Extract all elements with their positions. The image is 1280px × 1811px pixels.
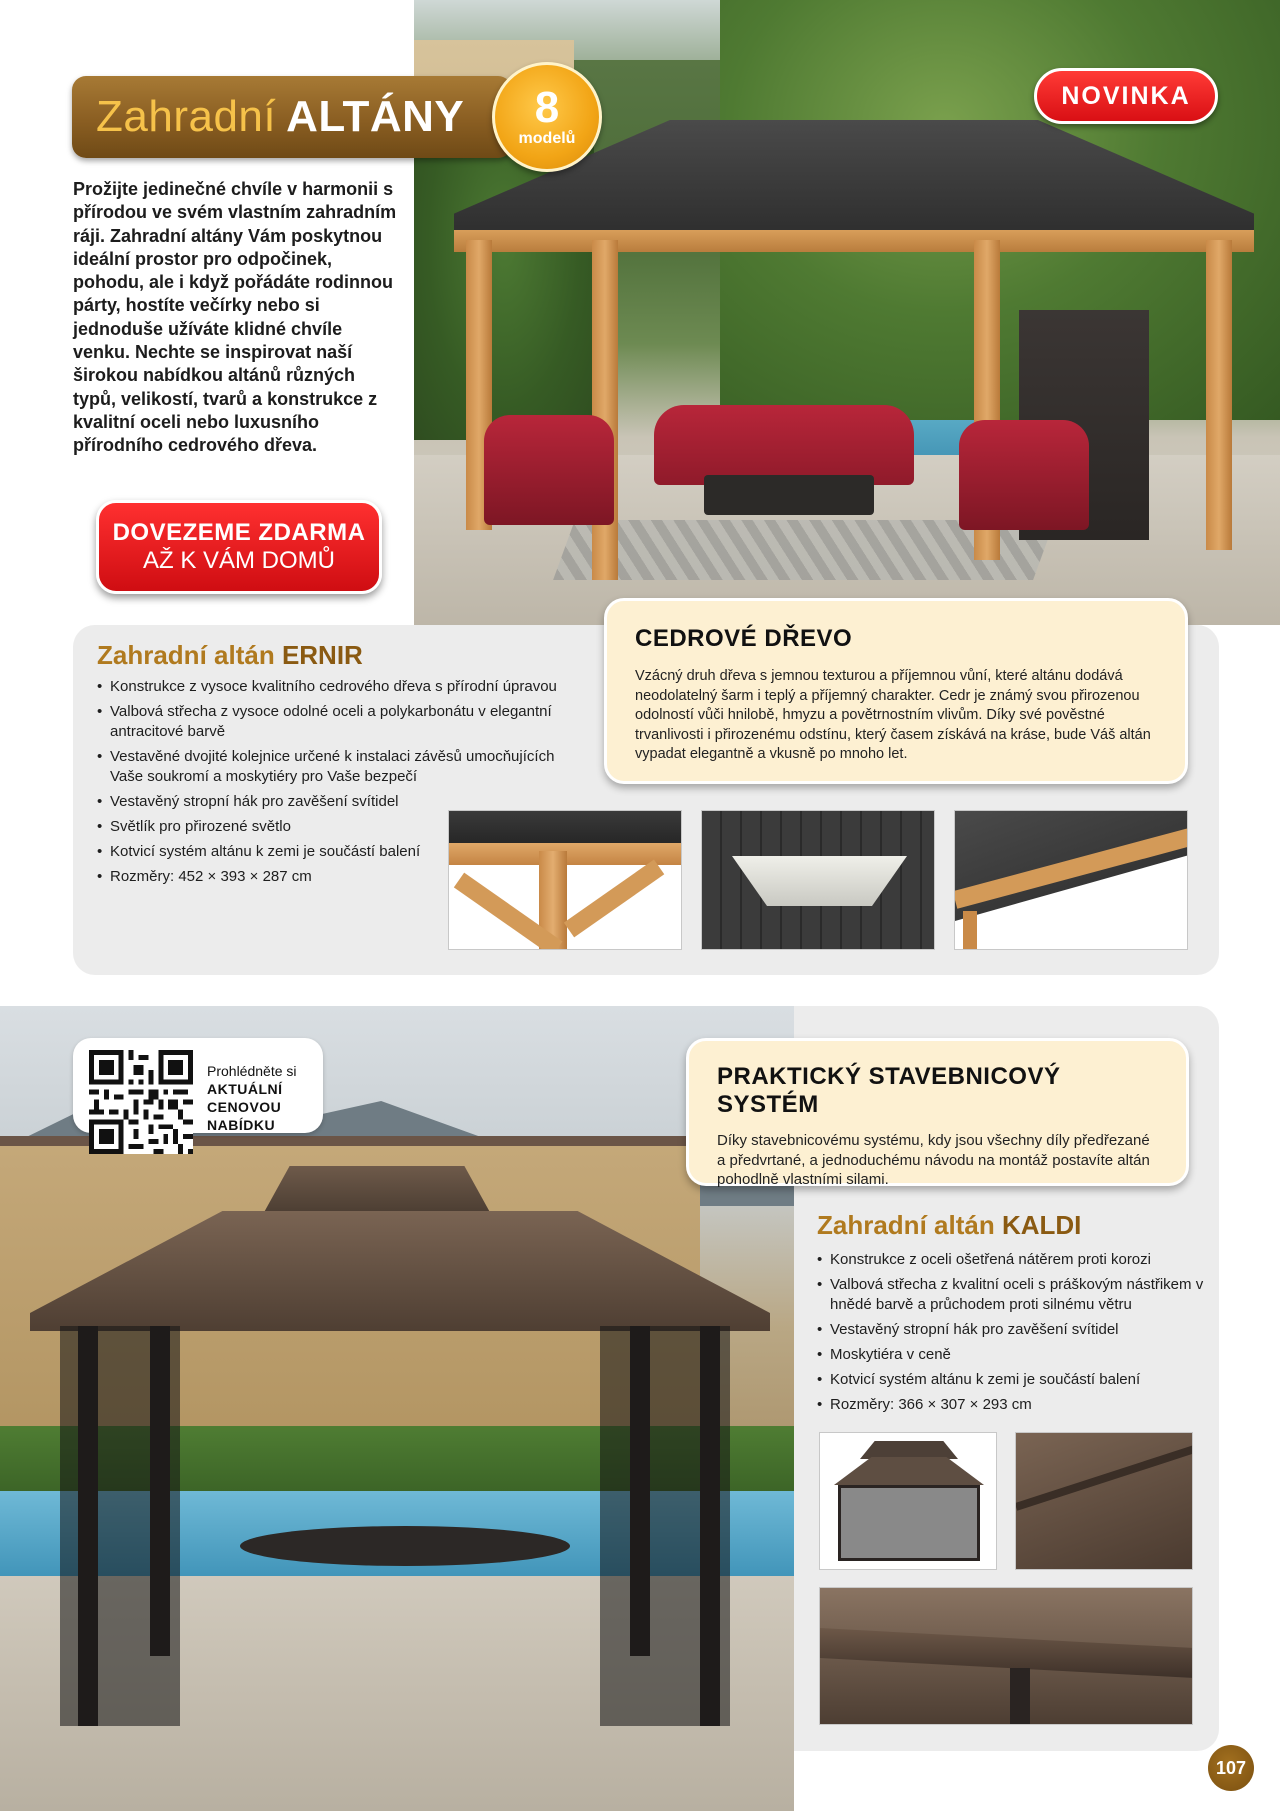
ernir-detail-photo-1 <box>448 810 682 950</box>
list-item: • Vestavěné dvojité kolejnice určené k instalaci závěsů umocňujících Vaše soukromí a moskytiéry pro Vaše bezpečí <box>97 747 567 787</box>
qr-card[interactable] <box>73 1038 323 1133</box>
list-item: • Rozměry: 452 × 393 × 287 cm <box>97 867 567 887</box>
system-title: PRAKTICKÝ STAVEBNICOVÝ SYSTÉM <box>717 1063 1061 1118</box>
kaldi-feature-list <box>817 1250 1217 1420</box>
list-item: • Konstrukce z vysoce kvalitního cedrového dřeva s přírodní úpravou <box>97 677 567 697</box>
list-item: • Kotvicí systém altánu k zemi je součástí balení <box>97 842 567 862</box>
delivery-line1: DOVEZEME ZDARMA <box>112 519 366 546</box>
kaldi-detail-photo-2 <box>1015 1432 1193 1570</box>
list-item: • Valbová střecha z kvalitní oceli s práškovým nástřikem v hnědé barvě a průchodem proti silnému větru <box>817 1275 1217 1315</box>
qr-line3: CENOVOU <box>207 1099 282 1115</box>
cedar-title: CEDROVÉ DŘEVO <box>635 625 853 652</box>
ernir-heading-name: ERNIR <box>281 640 363 670</box>
ernir-heading <box>97 640 363 671</box>
ernir-detail-photo-2 <box>701 810 935 950</box>
qr-line4: NABÍDKU <box>207 1117 276 1133</box>
cedar-wood-card <box>604 598 1188 784</box>
new-badge: NOVINKA <box>1034 68 1218 124</box>
qr-line1: Prohlédněte si <box>207 1063 297 1079</box>
free-delivery-badge <box>96 500 382 594</box>
intro-text: Prožijte jedinečné chvíle v harmonii s přírodou ve svém vlastním zahradním ráji. Zahradní altány Vám poskytnou ideální prostor pro odpočinek, pohodu, ale i když pořádáte rodinnou párty, hostíte večírky nebo si jednoduše užíváte klidné chvíle venku. Nechte se inspirovat naší širokou nabídkou altánů různých typů, velikostí, tvarů a konstrukce z kvalitní oceli nebo luxusního přírodního cedrového dřeva. <box>73 179 397 456</box>
list-item: • Moskytiéra v ceně <box>817 1345 1217 1365</box>
cedar-text: Vzácný druh dřeva s jemnou texturou a příjemnou vůní, které altánu dodává neodolatelný šarm i teplý a příjemný charakter. Cedr je známý svou přirozenou odolností vůči hnilobě, hmyzu a povětrnostním vlivům. Díky své pověstné trvanlivosti i přirozenému odstínu, který časem získává na kráse, bude Váš altán vypadat elegantně a vkusně po mnoho let. <box>635 668 1151 762</box>
list-item: • Kotvicí systém altánu k zemi je součástí balení <box>817 1370 1217 1390</box>
qr-line2: AKTUÁLNÍ <box>207 1081 283 1097</box>
kaldi-heading-name: KALDI <box>1001 1210 1082 1240</box>
models-count-badge <box>492 62 602 172</box>
models-label: modelů <box>518 130 576 147</box>
kaldi-heading <box>817 1210 1081 1241</box>
list-item: • Vestavěný stropní hák pro zavěšení svítidel <box>817 1320 1217 1340</box>
qr-code-icon[interactable] <box>89 1050 193 1154</box>
title-light: Zahradní <box>96 92 277 141</box>
ernir-detail-photo-3 <box>954 810 1188 950</box>
list-item: • Valbová střecha z vysoce odolné oceli a polykarbonátu v elegantní antracitové barvě <box>97 702 567 742</box>
page-number: 107 <box>1208 1745 1254 1791</box>
list-item: • Světlík pro přirozené světlo <box>97 817 567 837</box>
delivery-line2: AŽ K VÁM DOMŮ <box>142 547 335 574</box>
list-item: • Rozměry: 366 × 307 × 293 cm <box>817 1395 1217 1415</box>
section-title-bar <box>72 76 512 158</box>
system-text: Díky stavebnicovému systému, kdy jsou všechny díly předřezané a předvrtané, a jednoduchému návodu na montáž postavíte altán pohodlně vlastními silami. <box>717 1132 1150 1188</box>
modular-system-card <box>686 1038 1189 1186</box>
ernir-heading-prefix: Zahradní altán <box>97 640 275 670</box>
models-count: 8 <box>534 83 560 132</box>
list-item: • Konstrukce z oceli ošetřená nátěrem proti korozi <box>817 1250 1217 1270</box>
title-bold: ALTÁNY <box>286 92 465 141</box>
kaldi-detail-photo-3 <box>819 1587 1193 1725</box>
list-item: • Vestavěný stropní hák pro zavěšení svítidel <box>97 792 567 812</box>
kaldi-heading-prefix: Zahradní altán <box>817 1210 995 1240</box>
qr-caption <box>207 1062 297 1134</box>
kaldi-detail-photo-1 <box>819 1432 997 1570</box>
